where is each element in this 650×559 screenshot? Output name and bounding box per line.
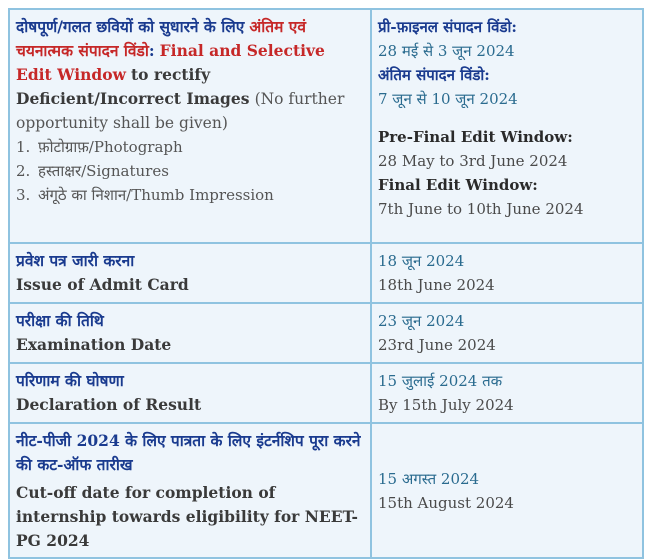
event-cell <box>9 363 371 423</box>
pre-final-en-date: 28 May to 3rd June 2024 <box>378 152 568 170</box>
event-en: Issue of Admit Card <box>16 275 189 294</box>
event-cell <box>9 9 371 243</box>
event-en: Examination Date <box>16 335 172 354</box>
table-row <box>9 363 643 423</box>
date-en: By 15th July 2024 <box>378 396 514 414</box>
schedule-table-container <box>8 8 644 550</box>
final-en-label: Final Edit Window: <box>378 176 538 194</box>
date-cell <box>371 9 643 243</box>
final-hi-label: अंतिम संपादन विंडो: <box>378 66 490 84</box>
list-item: 3. अंगूठे का निशान/Thumb Impression <box>16 186 274 204</box>
list-item: 2. हस्ताक्षर/Signatures <box>16 162 169 180</box>
date-en: 18th June 2024 <box>378 276 495 294</box>
event-cell <box>9 243 371 303</box>
date-cell <box>371 423 643 558</box>
date-cell <box>371 363 643 423</box>
pre-final-hi-label: प्री-फ़ाइनल संपादन विंडो: <box>378 18 517 36</box>
date-hi: 23 जून 2024 <box>378 312 465 330</box>
event-hi: परिणाम की घोषणा <box>16 371 124 390</box>
table-row <box>9 423 643 558</box>
table-row <box>9 303 643 363</box>
date-en: 23rd June 2024 <box>378 336 496 354</box>
date-hi: 15 जुलाई 2024 तक <box>378 372 503 390</box>
event-en: Cut-off date for completion of internship towards eligibility for NEET-PG 2024 <box>16 483 358 550</box>
event-en: Declaration of Result <box>16 395 202 414</box>
date-hi: 15 अगस्त 2024 <box>378 470 480 488</box>
pre-final-hi-date: 28 मई से 3 जून 2024 <box>378 42 515 60</box>
event-hi: परीक्षा की तिथि <box>16 311 104 330</box>
schedule-table <box>8 8 644 559</box>
image-type-list <box>16 135 364 207</box>
final-hi-date: 7 जून से 10 जून 2024 <box>378 90 518 108</box>
final-en-date: 7th June to 10th June 2024 <box>378 200 584 218</box>
date-hi: 18 जून 2024 <box>378 252 465 270</box>
table-row <box>9 243 643 303</box>
edit-window-heading: दोषपूर्ण/गलत छवियों को सुधारने के लिए अंतिम एवं चयनात्मक संपादन विंडो: Final and Selective Edit Window to rectify Deficient/Incorrect Images (No further opportunity shall be given) <box>16 17 345 132</box>
date-en: 15th August 2024 <box>378 494 514 512</box>
date-cell <box>371 303 643 363</box>
event-cell <box>9 303 371 363</box>
event-cell <box>9 423 371 558</box>
event-hi: नीट-पीजी 2024 के लिए पात्रता के लिए इंटर्नशिप पूरा करने की कट-ऑफ तारीख <box>16 431 361 474</box>
edit-window-note: (No further opportunity shall be given) <box>16 90 345 132</box>
event-hi: प्रवेश पत्र जारी करना <box>16 251 135 270</box>
list-item: 1. फ़ोटोग्राफ़/Photograph <box>16 138 183 156</box>
pre-final-en-label: Pre-Final Edit Window: <box>378 128 573 146</box>
date-cell <box>371 243 643 303</box>
table-row <box>9 9 643 243</box>
